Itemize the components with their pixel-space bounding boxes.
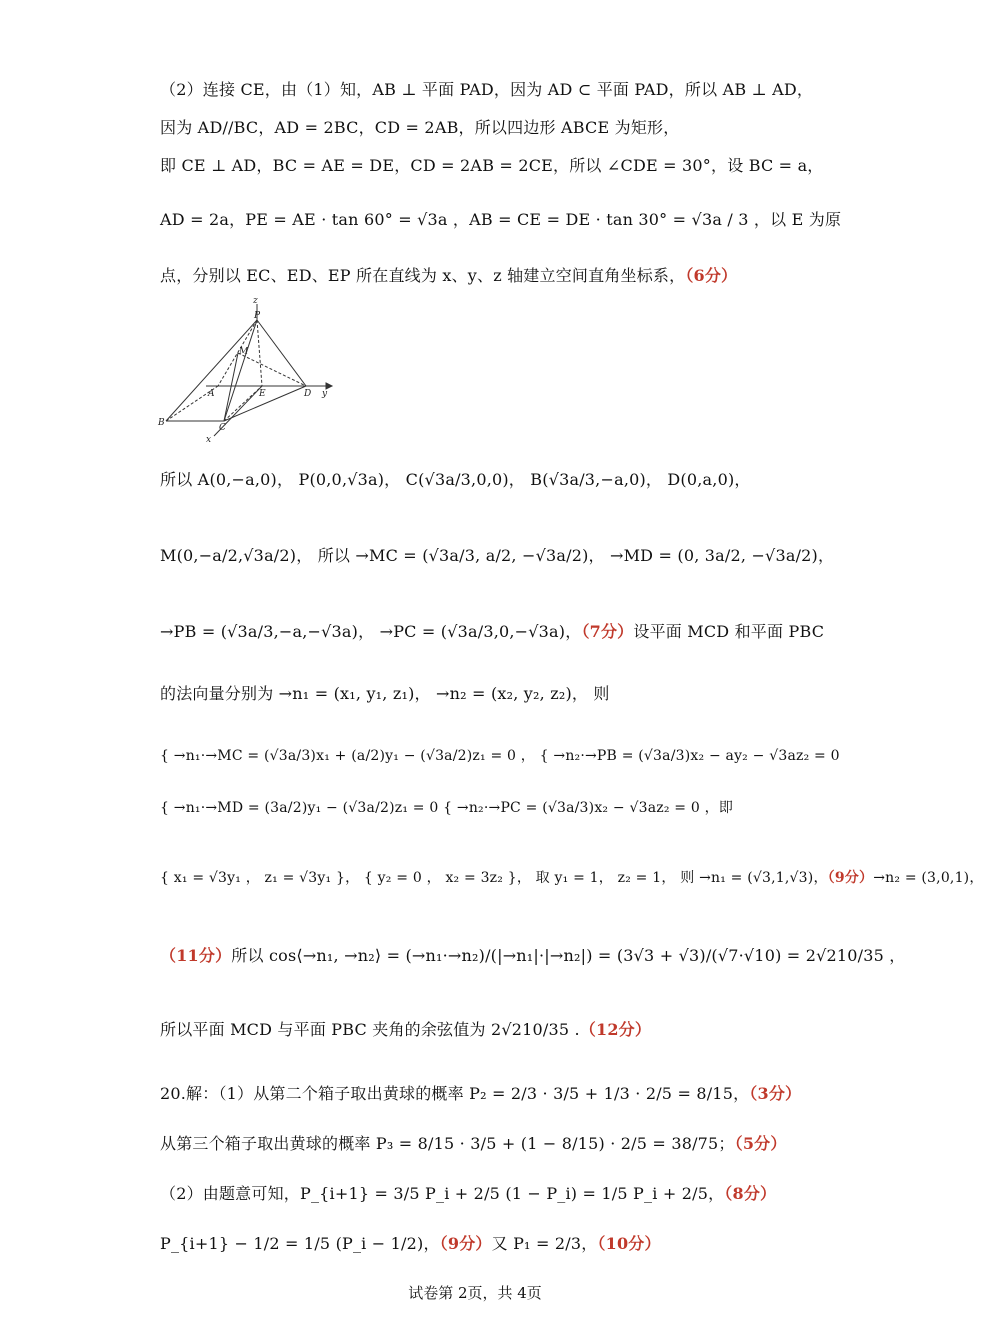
text-l8b: 设平面 MCD 和平面 PBC bbox=[633, 622, 825, 641]
solution-line-9 bbox=[160, 684, 800, 704]
label-z: z bbox=[253, 296, 258, 306]
solution-line-4 bbox=[160, 210, 842, 230]
edge-PE bbox=[257, 320, 262, 386]
pyramid-figure bbox=[156, 296, 336, 444]
label-P: P bbox=[254, 311, 261, 321]
solution-line-3 bbox=[160, 156, 824, 176]
label-D: D bbox=[304, 389, 312, 399]
solution-line-1 bbox=[160, 80, 814, 100]
edge-PD bbox=[257, 320, 306, 386]
score-10: （10分） bbox=[597, 1234, 661, 1253]
solution-line-5 bbox=[160, 266, 800, 286]
text-l18: P_{i+1} − 1/2 = 1/5 (P_i − 1/2)， bbox=[160, 1234, 440, 1253]
label-B: B bbox=[158, 418, 165, 428]
text-l3: 即 CE ⊥ AD，BC = AE = DE，CD = 2AB = 2CE，所以 ∠CDE = 30°，设 BC = a， bbox=[160, 156, 824, 175]
label-E: E bbox=[259, 389, 266, 399]
score-5: （5分） bbox=[734, 1134, 787, 1153]
problem20-line-3 bbox=[160, 1184, 800, 1204]
text-l15: 20.解：（1）从第二个箱子取出黄球的概率 P₂ = 2/3 · 3/5 + 1/3 · 2/5 = 8/15， bbox=[160, 1084, 750, 1103]
label-C: C bbox=[219, 423, 226, 433]
solution-line-10 bbox=[160, 748, 840, 766]
edge-MD bbox=[238, 353, 306, 386]
text-l13: 所以 cos⟨→n₁, →n₂⟩ = (→n₁·→n₂)/(|→n₁|·|→n₂|) = (3√3 + √3)/(√7·√10) = 2√210/35 ， bbox=[231, 946, 906, 965]
label-A: A bbox=[208, 389, 215, 399]
solution-line-11 bbox=[160, 800, 800, 818]
text-l11: { →n₁·→MD = (3a/2)y₁ − (√3a/2)z₁ = 0 { →n₂·→PC = (√3a/3)x₂ − √3az₂ = 0 ，即 bbox=[160, 800, 734, 816]
solution-line-12 bbox=[160, 870, 984, 888]
text-l9: 的法向量分别为 →n₁ = (x₁, y₁, z₁)， →n₂ = (x₂, y₂, z₂)， 则 bbox=[160, 684, 610, 703]
text-l12a: { x₁ = √3y₁ ， z₁ = √3y₁ }， { y₂ = 0 ， x₂ = 3z₂ }， 取 y₁ = 1， z₂ = 1， 则 →n₁ = (√3,1,√3)， bbox=[160, 870, 828, 886]
score-11: （11分） bbox=[160, 946, 232, 965]
text-l1: （2）连接 CE，由（1）知，AB ⊥ 平面 PAD，因为 AD ⊂ 平面 PAD，所以 AB ⊥ AD， bbox=[160, 80, 814, 99]
score-9b: （9分） bbox=[439, 1234, 492, 1253]
text-l6: 所以 A(0,−a,0)， P(0,0,√3a)， C(√3a/3,0,0)， B(√3a/3,−a,0)， D(0,a,0)， bbox=[160, 470, 751, 489]
score-7: （7分） bbox=[581, 622, 634, 641]
text-l17: （2）由题意可知，P_{i+1} = 3/5 P_i + 2/5 (1 − P_i) = 1/5 P_i + 2/5， bbox=[160, 1184, 725, 1203]
score-12: （12分） bbox=[579, 1020, 652, 1039]
score-9: （9分） bbox=[827, 870, 874, 886]
text-l2: 因为 AD//BC，AD = 2BC，CD = 2AB，所以四边形 ABCE 为矩形， bbox=[160, 118, 680, 137]
solution-line-13 bbox=[160, 946, 906, 966]
label-x: x bbox=[206, 435, 212, 445]
score-3: （3分） bbox=[749, 1084, 802, 1103]
problem20-line-2 bbox=[160, 1134, 800, 1154]
label-y: y bbox=[322, 389, 328, 399]
solution-line-8 bbox=[160, 622, 825, 642]
text-l8a: →PB = (√3a/3,−a,−√3a)， →PC = (√3a/3,0,−√3a)， bbox=[160, 622, 582, 641]
score-6: （6分） bbox=[685, 266, 738, 285]
text-l4: AD = 2a，PE = AE · tan 60° = √3a ，AB = CE = DE · tan 30° = √3a / 3 ，以 E 为原 bbox=[160, 210, 842, 229]
label-M: M bbox=[239, 347, 249, 357]
solution-line-6 bbox=[160, 470, 800, 490]
problem20-line-4 bbox=[160, 1234, 800, 1254]
solution-line-7 bbox=[160, 546, 835, 566]
page-footer: 试卷第 2页，共 4页 bbox=[408, 1284, 542, 1302]
score-8: （8分） bbox=[724, 1184, 777, 1203]
text-l12b: →n₂ = (3,0,1)， bbox=[873, 870, 984, 886]
solution-line-14 bbox=[160, 1020, 800, 1040]
text-l16: 从第三个箱子取出黄球的概率 P₃ = 8/15 · 3/5 + (1 − 8/15) · 2/5 = 38/75； bbox=[160, 1134, 735, 1153]
problem20-line-1 bbox=[160, 1084, 800, 1104]
text-l5: 点，分别以 EC、ED、EP 所在直线为 x、y、z 轴建立空间直角坐标系， bbox=[160, 266, 686, 285]
text-l18b: 又 P₁ = 2/3， bbox=[491, 1234, 598, 1253]
text-l7: M(0,−a/2,√3a/2)， 所以 →MC = (√3a/3, a/2, −√3a/2)， →MD = (0, 3a/2, −√3a/2)， bbox=[160, 546, 835, 565]
solution-line-2 bbox=[160, 118, 800, 138]
text-l10: { →n₁·→MC = (√3a/3)x₁ + (a/2)y₁ − (√3a/2)z₁ = 0 ， { →n₂·→PB = (√3a/3)x₂ − ay₂ − √3az₂ = 0 bbox=[160, 748, 840, 764]
text-l14: 所以平面 MCD 与平面 PBC 夹角的余弦值为 2√210/35 . bbox=[160, 1020, 580, 1039]
